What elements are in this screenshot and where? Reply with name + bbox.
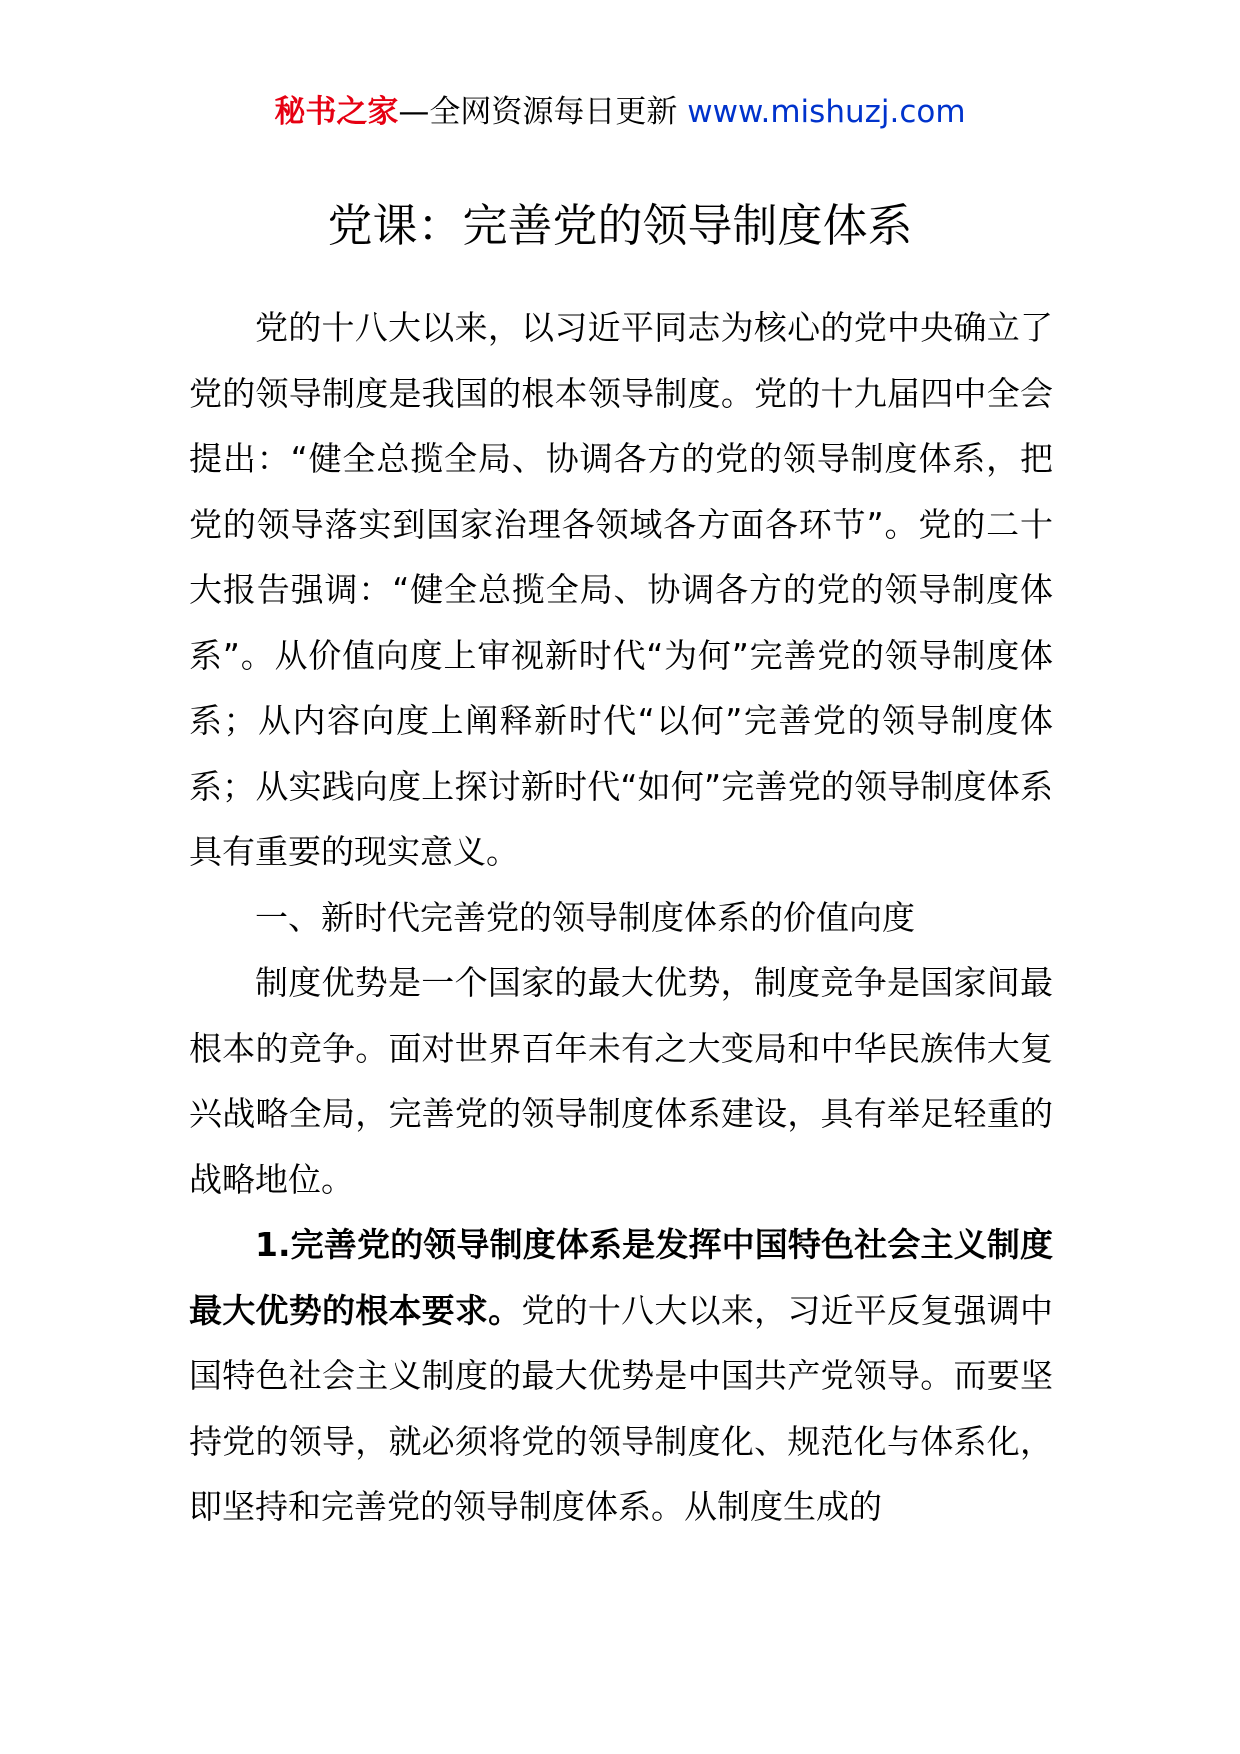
document-title: 党课：完善党的领导制度体系 <box>327 199 913 252</box>
document-body <box>189 295 1053 1540</box>
site-brand: 秘书之家 <box>274 94 399 130</box>
site-url-link[interactable]: www.mishuzj.com <box>687 94 966 130</box>
paragraph-point-1 <box>189 1212 1053 1540</box>
section-heading-1: 一、新时代完善党的领导制度体系的价值向度 <box>255 897 915 937</box>
paragraph-intro: 党的十八大以来，以习近平同志为核心的党中央确立了党的领导制度是我国的根本领导制度。党的十九届四中全会提出：“健全总揽全局、协调各方的党的领导制度体系，把党的领导落实到国家治理各领域各方面各环节”。党的二十大报告强调：“健全总揽全局、协调各方的党的领导制度体系”。从价值向度上审视新时代“为何”完善党的领导制度体系；从内容向度上阐释新时代“以何”完善党的领导制度体系；从实践向度上探讨新时代“如何”完善党的领导制度体系具有重要的现实意义。 <box>189 308 1053 871</box>
paragraph-institutional-advantage: 制度优势是一个国家的最大优势，制度竞争是国家间最根本的竞争。面对世界百年未有之大变局和中华民族伟大复兴战略全局，完善党的领导制度体系建设，具有举足轻重的战略地位。 <box>189 963 1053 1199</box>
site-header <box>0 92 1240 132</box>
site-slogan: —全网资源每日更新 <box>398 94 688 130</box>
point-1-text: 党的十八大以来，习近平反复强调中国特色社会主义制度的最大优势是中国共产党领导。而要坚持党的领导，就必须将党的领导制度化、规范化与体系化，即坚持和完善党的领导制度体系。从制度生成的 <box>189 1290 1054 1526</box>
point-1-lead: 1.完善党的领导制度体系是发挥中国特色社会主义制度最大优势的根本要求。 <box>189 1225 1053 1330</box>
